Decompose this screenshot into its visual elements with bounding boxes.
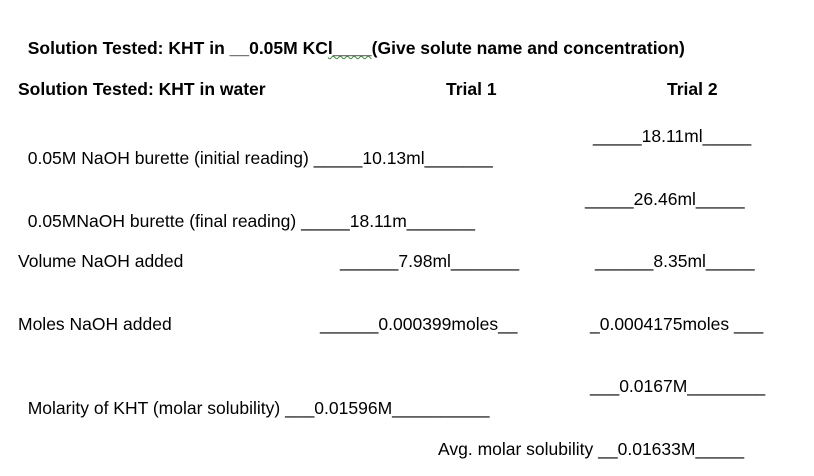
row-trial1-value: _____18.11m_______	[301, 211, 475, 231]
average-molar-solubility: Avg. molar solubility __0.01633M_____	[438, 439, 745, 459]
row-trial1-value: ___0.01596M__________	[285, 398, 490, 418]
row-trial2-value: _0.0004175moles ___	[590, 314, 764, 334]
solution-tested-heading	[18, 15, 685, 59]
row-trial2-value: ______8.35ml_____	[595, 251, 755, 271]
row-trial2-value: _____26.46ml_____	[585, 189, 745, 209]
row-label: 0.05M NaOH burette (initial reading)	[27, 148, 314, 168]
table-header-trial2: Trial 2	[667, 79, 718, 99]
row-trial1-value: ______7.98ml_______	[340, 251, 520, 271]
row-trial1-value: ______0.000399moles__	[320, 314, 518, 334]
solution-tested-instruction: (Give solute name and concentration)	[371, 38, 685, 58]
row-final-reading	[18, 188, 475, 232]
row-initial-reading	[18, 125, 493, 169]
row-trial2-value: _____18.11ml_____	[593, 126, 752, 146]
row-label: 0.05MNaOH burette (final reading)	[27, 211, 302, 231]
solution-tested-prefix: Solution Tested: KHT in __0.05M KC	[27, 38, 328, 58]
row-trial2-value: ___0.0167M________	[590, 376, 766, 396]
spellcheck-squiggle-text: l____	[327, 38, 372, 58]
table-header-label: Solution Tested: KHT in water	[18, 79, 266, 99]
table-header-trial1: Trial 1	[446, 79, 497, 99]
row-molarity	[18, 375, 489, 419]
row-volume-label: Volume NaOH added	[18, 251, 184, 271]
row-trial1-value: _____10.13ml_______	[313, 148, 493, 168]
row-label: Molarity of KHT (molar solubility)	[27, 398, 286, 418]
row-moles-label: Moles NaOH added	[18, 314, 172, 334]
